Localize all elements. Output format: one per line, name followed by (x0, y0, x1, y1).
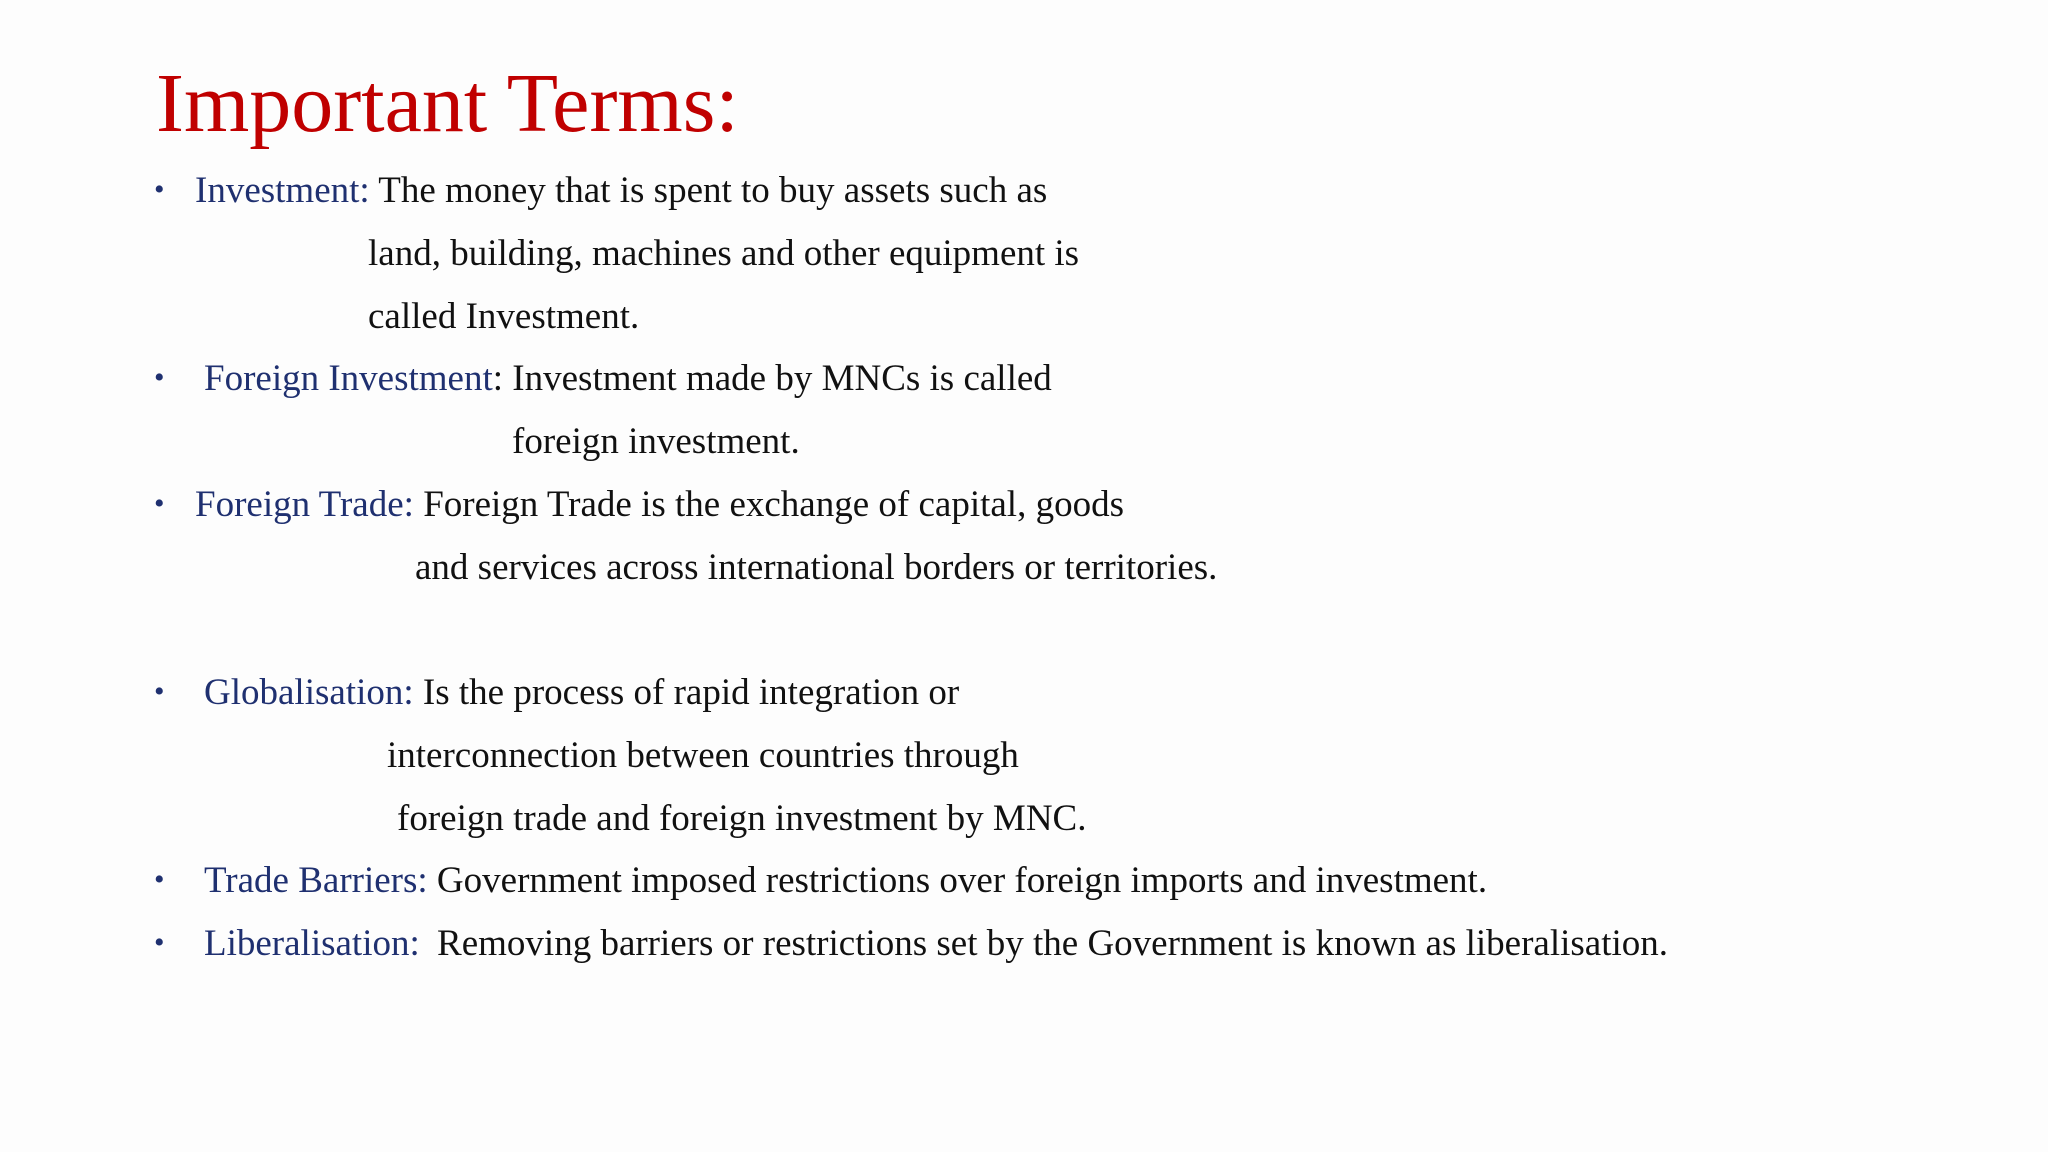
term-definition: Government imposed restrictions over foreign imports and investment. (436, 860, 1488, 901)
term-definition-continued: foreign trade and foreign investment by MNC. (397, 798, 1087, 839)
term-definition-continued: called Investment. (368, 296, 640, 337)
bullet-icon: • (154, 361, 165, 394)
term-definition-continued: and services across international borders or territories. (415, 547, 1218, 588)
term-foreign-investment (204, 360, 1052, 397)
term-definition: : Investment made by MNCs is called (492, 358, 1052, 399)
term-label: Liberalisation: (204, 923, 420, 964)
term-liberalisation (204, 925, 1668, 962)
term-trade-barriers (204, 862, 1487, 899)
term-label: Trade Barriers: (204, 860, 428, 901)
term-investment (195, 172, 1047, 209)
bullet-icon: • (154, 926, 165, 959)
bullet-icon: • (154, 487, 165, 520)
term-label: Foreign Trade: (195, 484, 414, 525)
slide-title: Important Terms: (156, 57, 739, 150)
term-definition: Removing barriers or restrictions set by the Government is known as liberalisation. (437, 923, 1669, 964)
term-definition: Foreign Trade is the exchange of capital, goods (423, 484, 1124, 525)
term-definition-continued: foreign investment. (512, 421, 800, 462)
term-definition-continued: land, building, machines and other equipment is (368, 233, 1080, 274)
bullet-icon: • (154, 675, 165, 708)
term-label: Foreign Investment (204, 358, 493, 399)
term-label: Investment: (195, 170, 370, 211)
bullet-icon: • (154, 863, 165, 896)
term-definition: Is the process of rapid integration or (422, 672, 960, 713)
term-globalisation (204, 674, 959, 711)
term-definition: The money that is spent to buy assets such as (378, 170, 1048, 211)
term-definition-continued: interconnection between countries through (387, 735, 1019, 776)
term-foreign-trade (195, 486, 1124, 523)
term-label: Globalisation: (204, 672, 414, 713)
bullet-icon: • (154, 173, 165, 206)
